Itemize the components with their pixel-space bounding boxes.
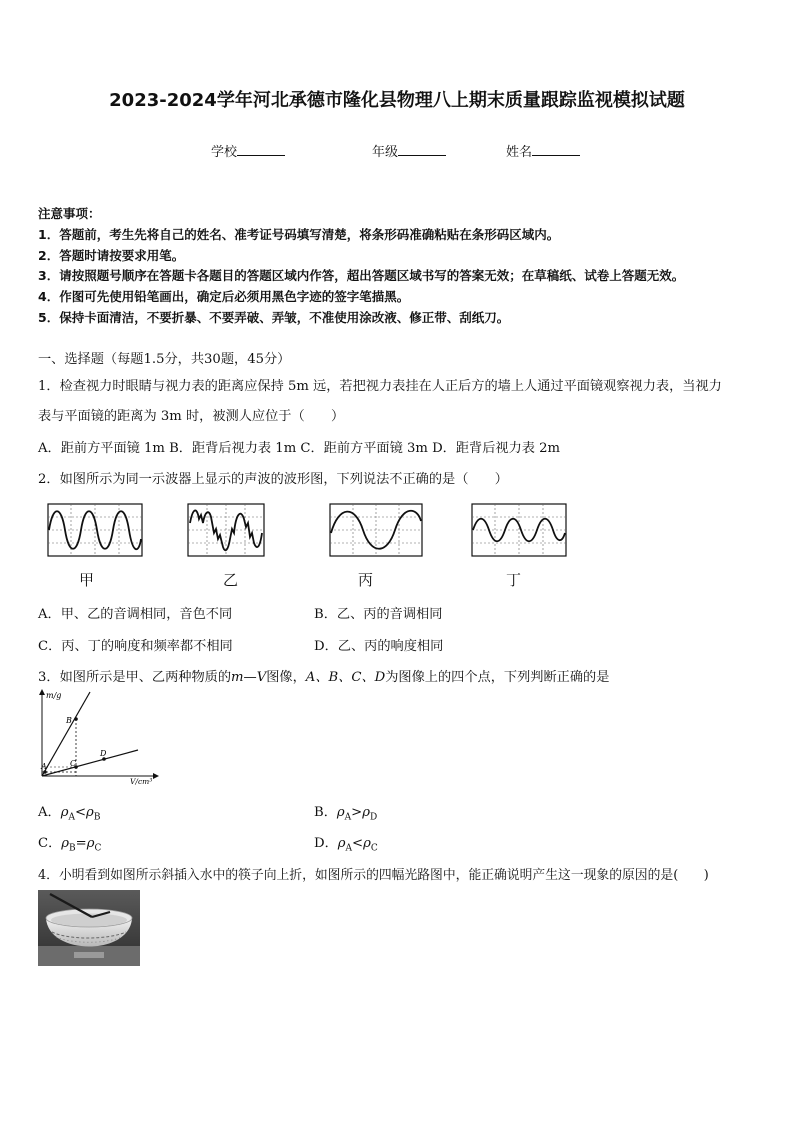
q2-stem: 2．如图所示为同一示波器上显示的声波的波形图，下列说法不正确的是（ ） — [38, 472, 508, 487]
rho-subscript: A — [68, 812, 75, 823]
rho-subscript: A — [344, 812, 352, 823]
mv-point-b — [74, 717, 78, 721]
mv-line-yi — [42, 750, 138, 776]
name-blank — [532, 143, 580, 156]
q3-stem — [38, 666, 609, 685]
mv-graph — [30, 686, 160, 790]
rho-subscript: A — [345, 843, 353, 854]
q3-stem-mv: m—V — [231, 670, 267, 685]
name-field — [506, 141, 580, 160]
q1-stem-line1: 1．检查视力时眼睛与视力表的距离应保持 5m 远，若把视力表挂在人正后方的墙上人通过平面镜观察视力表，当视力 — [38, 379, 722, 394]
school-label: 学校 — [211, 145, 238, 160]
rho-subscript: C — [94, 843, 102, 854]
mv-xlabel: V/cm³ — [130, 777, 153, 786]
mv-label-a: A — [41, 762, 47, 771]
q3-option-b — [314, 801, 377, 823]
relation-symbol: > — [351, 805, 363, 820]
q2-option-d: D．乙、丙的响度相同 — [314, 639, 444, 654]
rho-subscript: D — [369, 812, 378, 823]
notice-item: 5．保持卡面清洁，不要折暴、不要弄破、弄皱，不准使用涂改液、修正带、刮纸刀。 — [38, 310, 510, 325]
notice-item: 4．作图可先使用铅笔画出，确定后必须用黑色字迹的签字笔描黑。 — [38, 289, 410, 304]
waveform-bing — [329, 503, 423, 557]
q3-stem-post: 为图像上的四个点，下列判断正确的是 — [385, 670, 610, 685]
rho-symbol: ρ — [362, 805, 370, 820]
q3-option-c — [38, 832, 101, 854]
waveform-label-bing: 丙 — [358, 571, 374, 589]
q2-option-b: B．乙、丙的音调相同 — [314, 607, 443, 622]
rho-symbol: ρ — [86, 836, 95, 851]
exam-title: 2023-2024学年河北承德市隆化县物理八上期末质量跟踪监视模拟试题 — [109, 90, 685, 111]
rho-symbol: ρ — [336, 805, 345, 820]
section-heading: 一、选择题（每题1.5分，共30题，45分） — [38, 352, 291, 367]
q3-option-b-letter: B． — [314, 805, 337, 820]
q3-option-a-letter: A． — [38, 805, 61, 820]
q3-option-a — [38, 801, 100, 823]
grade-blank — [398, 143, 446, 156]
mv-label-b: B — [66, 716, 72, 725]
waveform-jia — [47, 503, 143, 557]
q3-option-d-letter: D． — [314, 836, 338, 851]
rho-symbol: ρ — [86, 805, 94, 820]
notice-item: 2．答题时请按要求用笔。 — [38, 248, 185, 263]
rho-subscript: B — [69, 843, 76, 854]
q3-option-c-letter: C． — [38, 836, 62, 851]
mv-label-d: D — [100, 749, 107, 758]
rho-symbol: ρ — [61, 836, 70, 851]
waveform-label-yi: 乙 — [223, 571, 239, 589]
relation-symbol: = — [75, 836, 87, 851]
rho-symbol: ρ — [337, 836, 346, 851]
waveform-yi — [187, 503, 265, 557]
q2-option-a: A．甲、乙的音调相同，音色不同 — [38, 607, 233, 622]
notice-item: 1．答题前，考生先将自己的姓名、准考证号码填写清楚，将条形码准确粘贴在条形码区域内。 — [38, 227, 560, 242]
mv-ylabel: m/g — [46, 691, 62, 700]
q4-stem: 4．小明看到如图所示斜插入水中的筷子向上折，如图所示的四幅光路图中，能正确说明产生这一现象的原因的是( ) — [38, 868, 709, 883]
relation-symbol: < — [352, 836, 364, 851]
school-field — [211, 141, 285, 160]
q2-option-c: C．丙、丁的响度和频率都不相同 — [38, 639, 233, 654]
notice-heading: 注意事项： — [38, 206, 101, 221]
q3-stem-pre: 3．如图所示是甲、乙两种物质的 — [38, 670, 232, 685]
mv-label-c: C — [70, 759, 77, 768]
rho-subscript: C — [370, 843, 378, 854]
notice-item: 3．请按照题号顺序在答题卡各题目的答题区域内作答，超出答题区域书写的答案无效；在草稿纸、试卷上答题无效。 — [38, 268, 685, 283]
rho-symbol: ρ — [363, 836, 371, 851]
name-label: 姓名 — [506, 145, 533, 160]
waveform-label-ding: 丁 — [506, 571, 522, 589]
bowl-chopsticks-photo — [38, 890, 140, 966]
q3-stem-points: A、B、C、D — [305, 670, 386, 685]
q3-option-d — [314, 832, 378, 854]
rho-subscript: B — [93, 812, 101, 823]
grade-label: 年级 — [372, 145, 399, 160]
grade-field — [372, 141, 446, 160]
school-blank — [237, 143, 285, 156]
q1-options: A．距前方平面镜 1m B．距背后视力表 1m C．距前方平面镜 3m D．距背后视力表 2m — [38, 441, 561, 456]
mv-line-jia — [42, 692, 90, 776]
waveform-ding — [471, 503, 567, 557]
waveform-label-jia: 甲 — [79, 571, 95, 589]
q3-stem-mid: 图像， — [266, 670, 306, 685]
relation-symbol: < — [74, 805, 87, 820]
q1-stem-line2: 表与平面镜的距离为 3m 时，被测人应位于（ ） — [38, 409, 345, 424]
rho-symbol: ρ — [60, 805, 69, 820]
